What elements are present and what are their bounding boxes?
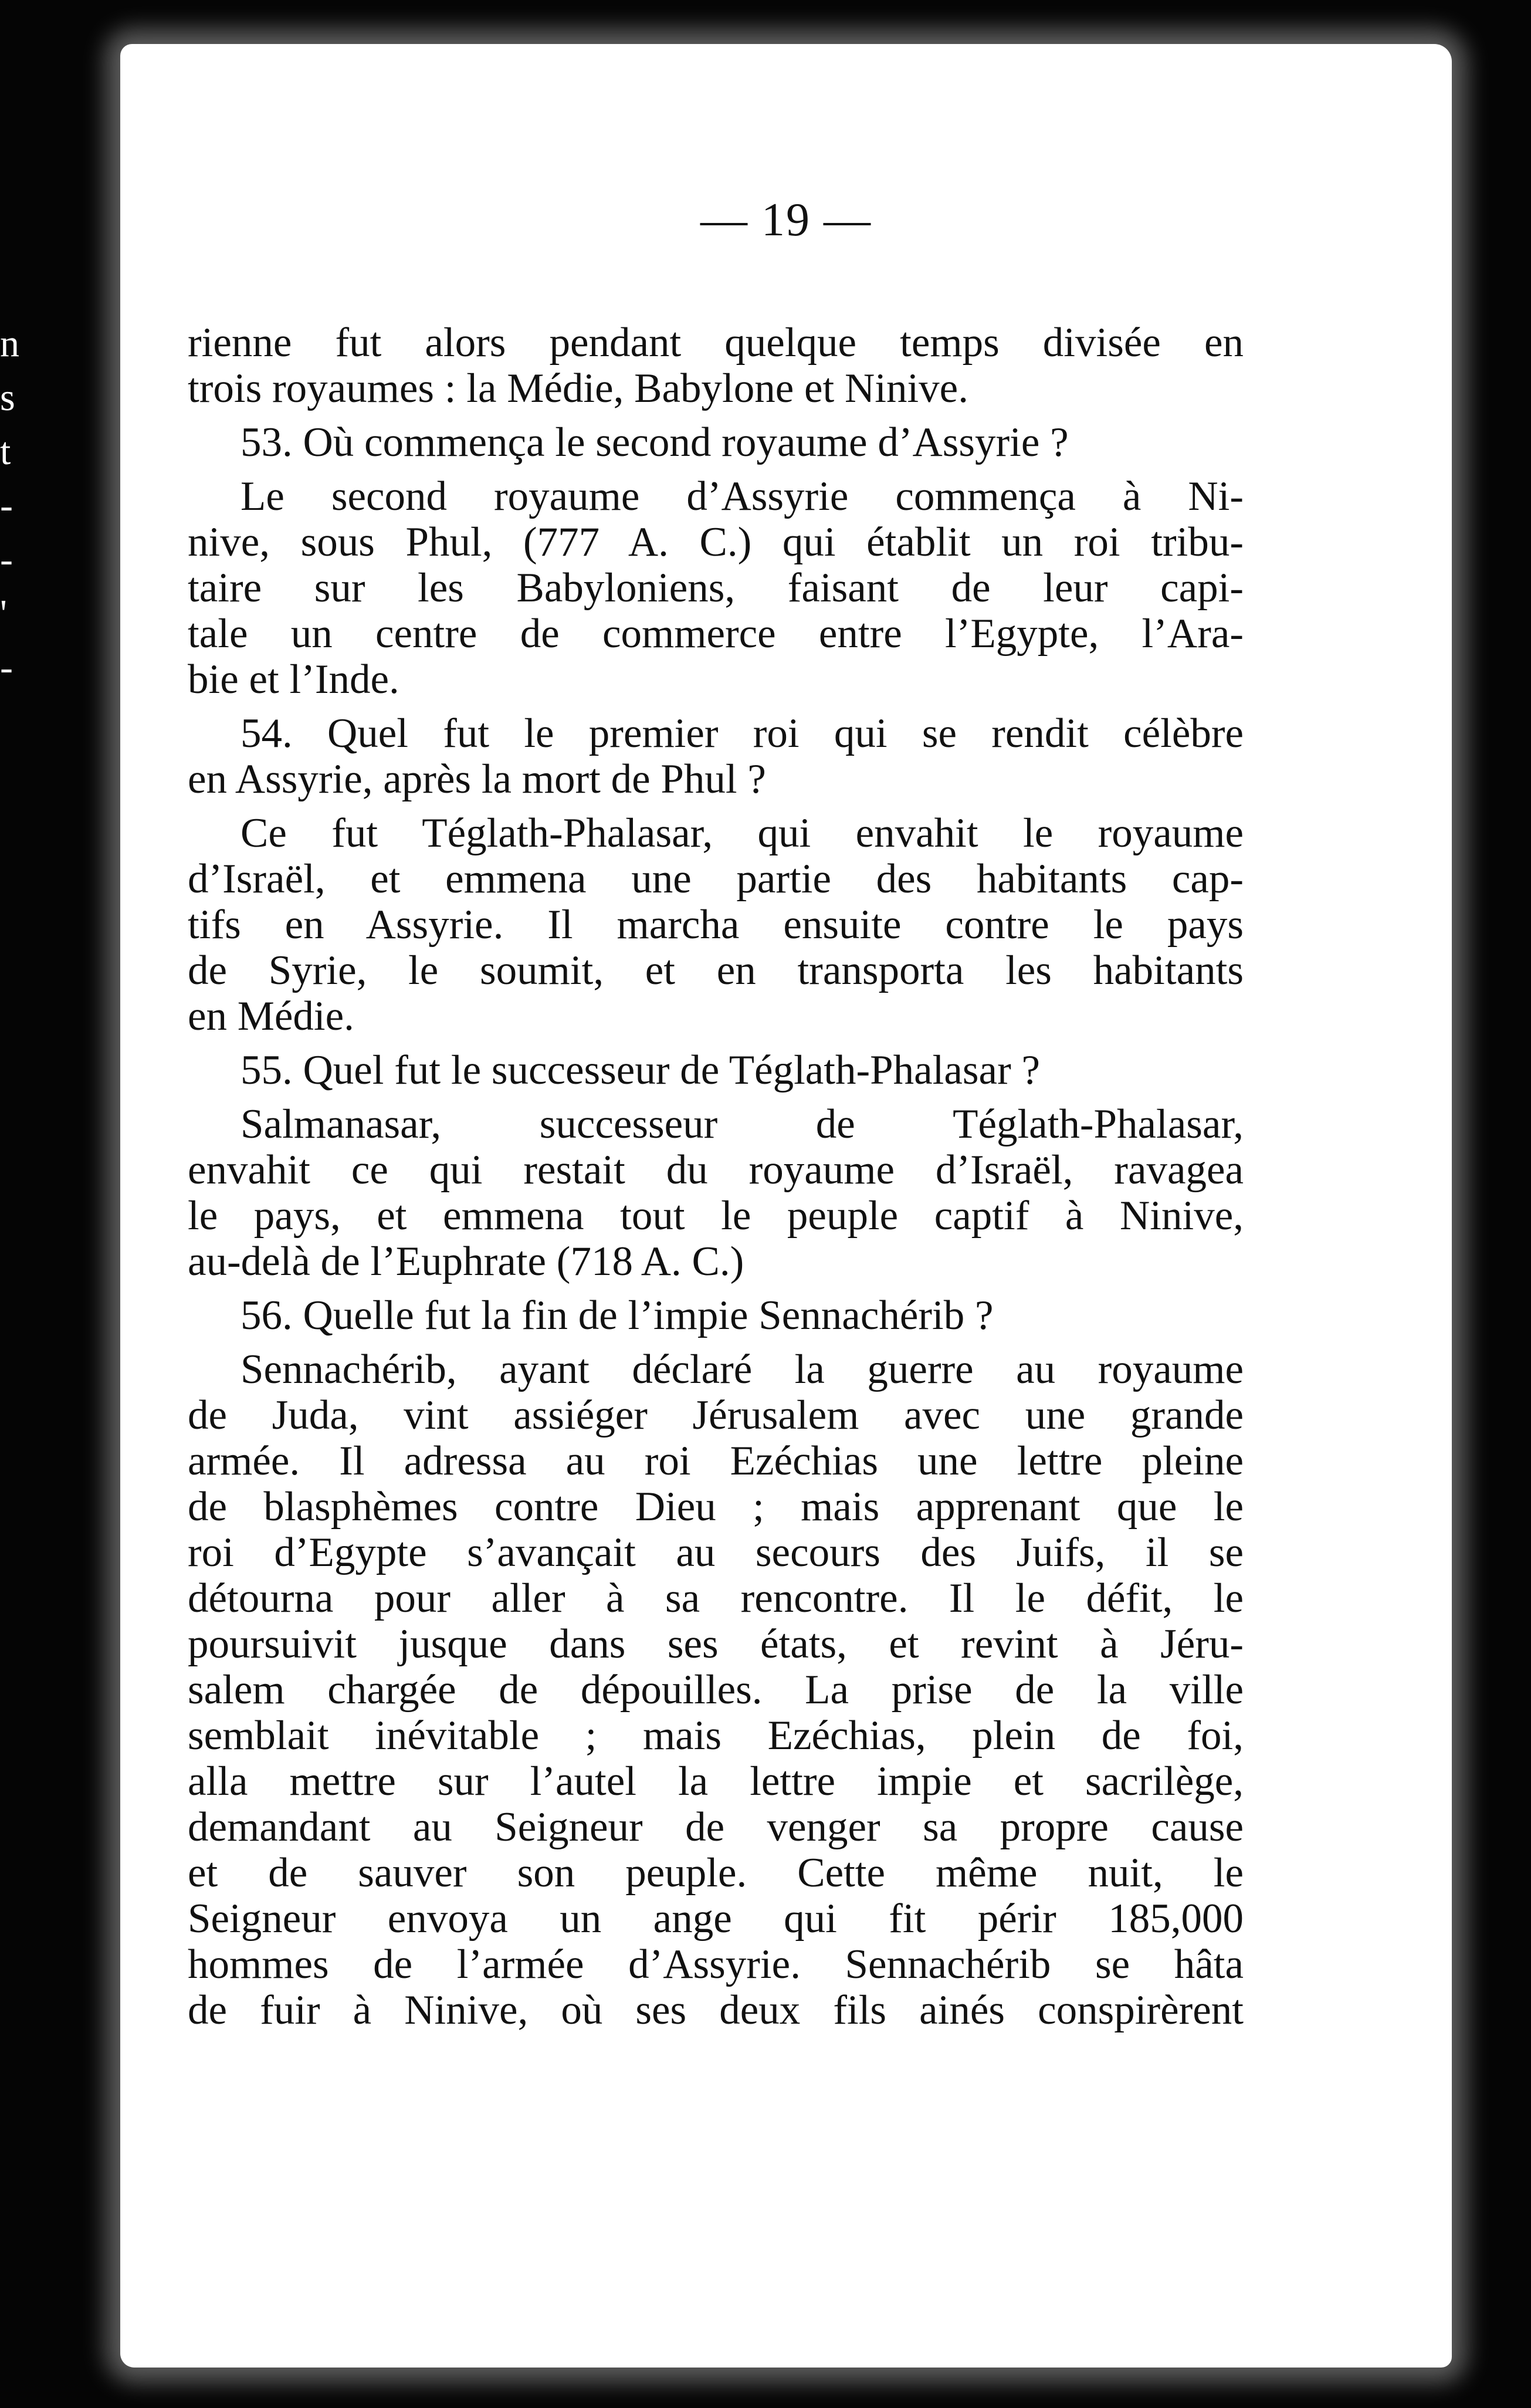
text-line: en Assyrie, après la mort de Phul ? xyxy=(188,756,766,802)
text-line: de fuir à Ninive, où ses deux fils ainés conspirèrent xyxy=(188,1987,1244,2033)
margin-fragment: s xyxy=(0,376,15,419)
text-line: roi d’Egypte s’avançait au secours des Juifs, il se xyxy=(188,1530,1244,1575)
paragraph-gap xyxy=(188,465,1244,474)
text-line: détourna pour aller à sa rencontre. Il le défit, le xyxy=(188,1575,1244,1621)
text-line: Sennachérib, ayant déclaré la guerre au royaume xyxy=(241,1347,1244,1392)
text-line: hommes de l’armée d’Assyrie. Sennachérib se hâta xyxy=(188,1942,1244,1987)
margin-fragment: - xyxy=(0,538,13,581)
text-line: armée. Il adressa au roi Ezéchias une lettre pleine xyxy=(188,1438,1244,1484)
text-line: en Médie. xyxy=(188,993,354,1039)
adjacent-page-fragments xyxy=(0,317,23,695)
paragraph-gap xyxy=(188,1039,1244,1047)
paragraph-gap xyxy=(188,411,1244,420)
text-line: Seigneur envoya un ange qui fit périr 185,000 xyxy=(188,1896,1244,1942)
text-line: alla mettre sur l’autel la lettre impie et sacrilège, xyxy=(188,1758,1244,1804)
text-line: nive, sous Phul, (777 A. C.) qui établit un roi tribu- xyxy=(188,519,1244,565)
text-line: demandant au Seigneur de venger sa propre cause xyxy=(188,1804,1244,1850)
margin-fragment: n xyxy=(0,322,19,365)
text-line: rienne fut alors pendant quelque temps divisée en xyxy=(188,320,1244,366)
book-page xyxy=(120,44,1452,2368)
margin-fragment: - xyxy=(0,484,13,527)
page-number: — 19 — xyxy=(700,194,872,246)
paragraph-gap xyxy=(188,1093,1244,1101)
text-line: 53. Où commença le second royaume d’Assyrie ? xyxy=(241,420,1069,465)
text-line: trois royaumes : la Médie, Babylone et Ninive. xyxy=(188,366,968,411)
text-line: Le second royaume d’Assyrie commença à Ni- xyxy=(241,474,1244,519)
text-line: de Juda, vint assiéger Jérusalem avec une grande xyxy=(188,1392,1244,1438)
text-line: et de sauver son peuple. Cette même nuit, le xyxy=(188,1850,1244,1896)
text-line: le pays, et emmena tout le peuple captif à Ninive, xyxy=(188,1193,1244,1239)
text-line: d’Israël, et emmena une partie des habitants cap- xyxy=(188,856,1244,902)
text-line: de blasphèmes contre Dieu ; mais apprenant que le xyxy=(188,1484,1244,1530)
paragraph-gap xyxy=(188,802,1244,810)
margin-fragment: - xyxy=(0,646,13,689)
text-line: 55. Quel fut le successeur de Téglath-Phalasar ? xyxy=(241,1047,1040,1093)
text-line: semblait inévitable ; mais Ezéchias, plein de foi, xyxy=(188,1713,1244,1758)
text-line: de Syrie, le soumit, et en transporta les habitants xyxy=(188,948,1244,993)
text-line: au-delà de l’Euphrate (718 A. C.) xyxy=(188,1239,744,1284)
text-line: 54. Quel fut le premier roi qui se rendit célèbre xyxy=(241,711,1244,756)
text-line: salem chargée de dépouilles. La prise de la ville xyxy=(188,1667,1244,1713)
text-line: taire sur les Babyloniens, faisant de leur capi- xyxy=(188,565,1244,611)
text-line: Salmanasar, successeur de Téglath-Phalasar, xyxy=(241,1101,1244,1147)
text-line: 56. Quelle fut la fin de l’impie Sennachérib ? xyxy=(241,1293,994,1338)
text-line: envahit ce qui restait du royaume d’Israël, ravagea xyxy=(188,1147,1244,1193)
text-line: bie et l’Inde. xyxy=(188,657,399,702)
page-text xyxy=(188,320,1244,2033)
text-line: poursuivit jusque dans ses états, et revint à Jéru- xyxy=(188,1621,1244,1667)
text-line: tale un centre de commerce entre l’Egypte, l’Ara- xyxy=(188,611,1244,657)
margin-fragment: t xyxy=(0,430,11,473)
paragraph-gap xyxy=(188,1338,1244,1347)
text-line: tifs en Assyrie. Il marcha ensuite contre le pays xyxy=(188,902,1244,948)
paragraph-gap xyxy=(188,1284,1244,1293)
text-line: Ce fut Téglath-Phalasar, qui envahit le royaume xyxy=(241,810,1244,856)
paragraph-gap xyxy=(188,702,1244,711)
margin-fragment: ' xyxy=(0,592,7,635)
